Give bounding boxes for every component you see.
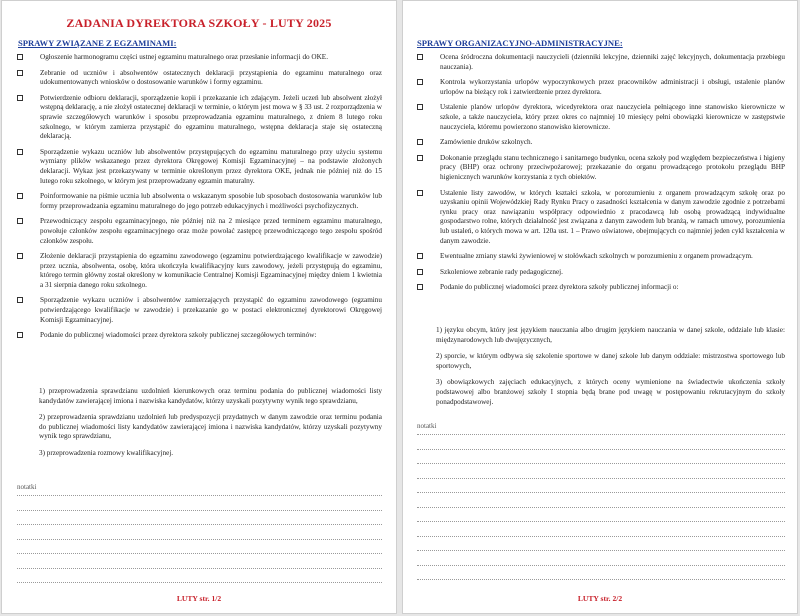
sub-item: 3) przeprowadzenia rozmowy kwalifikacyjnej.: [39, 448, 174, 457]
notes-line[interactable]: [417, 521, 785, 522]
notes-line[interactable]: [417, 536, 785, 537]
task-text: Potwierdzenie odbioru deklaracji, sporządzenie kopii i przekazanie ich zdającym. Jeżeli uczeń lub absolwent złożył wstępną deklarację, a nie złożył ostatecznej deklaracji w terminie, o którym jest mowa w § 33 ust. 2 rozporządzenia w sprawie szczegółowych warunków i sposobu przeprowadzania egzaminu maturalnego, z dniem 8 lutego roku szkolnego, w którym zamierza przystąpić do egzaminu maturalnego, wstępna deklaracja staje się ostateczną deklaracją.: [40, 93, 382, 141]
task-item: [417, 283, 785, 293]
notes-line[interactable]: [417, 550, 785, 551]
notes-label: notatki: [17, 483, 37, 491]
notes-line[interactable]: [17, 582, 382, 583]
checkbox-icon[interactable]: [17, 218, 23, 224]
document-title: ZADANIA DYREKTORA SZKOŁY - LUTY 2025: [66, 16, 332, 30]
task-item: [17, 148, 382, 186]
checkbox-icon[interactable]: [17, 253, 23, 259]
task-text: Przewodniczący zespołu egzaminacyjnego, nie później niż na 2 miesiące przed terminem egzaminu maturalnego, powołuje członków zespołu egzaminacyjnego oraz może powołać zastępcę przewodniczącego tego zespołu spośród członków zespołu.: [40, 217, 382, 245]
task-item: [17, 69, 382, 88]
checkbox-icon[interactable]: [17, 70, 23, 76]
checkbox-icon[interactable]: [417, 104, 423, 110]
checkbox-icon[interactable]: [17, 54, 23, 60]
notes-line[interactable]: [417, 434, 785, 435]
page-footer: LUTY str. 1/2: [176, 594, 222, 603]
task-text: Poinformowanie na piśmie ucznia lub absolwenta o wskazanym sposobie lub sposobach dostosowania warunków lub formy przeprowadzania egzaminu maturalnego do jego potrzeb edukacyjnych i możliwości psychofizycznych.: [40, 192, 382, 210]
sublist-admin: [436, 326, 785, 414]
sub-item: 1) przeprowadzenia sprawdzianu uzdolnień kierunkowych oraz terminu podania do publicznej wiadomości listy kandydatów zawierającej imiona i nazwiska kandydatów, którzy uzyskali pozytywny wynik tego sprawdzianu,: [39, 387, 382, 405]
notes-line[interactable]: [17, 553, 382, 554]
checkbox-icon[interactable]: [17, 193, 23, 199]
task-text: Sporządzenie wykazu uczniów lub absolwentów przystępujących do egzaminu maturalnego przy użyciu systemu wymiany plików wskazanego przez dyrektora Okręgowej Komisji Egzaminacyjnej – na podstawie złożonych deklaracji. Wykaz jest przekazywany w terminie określonym przez dyrektora OKE, jednak nie później niż do 15 lutego roku szkolnego, w którym jest przeprowadzany egzamin maturalny.: [40, 147, 382, 185]
checkbox-icon[interactable]: [17, 297, 23, 303]
notes-line[interactable]: [17, 539, 382, 540]
sub-item: 2) sporcie, w którym odbywa się szkolenie sportowe w danej szkole lub danym oddziale: mistrzostwa sportowego lub sportowych,: [436, 352, 785, 370]
notes-line[interactable]: [417, 565, 785, 566]
task-text: Ocena śródroczna dokumentacji nauczycieli (dzienniki lekcyjne, dzienniki zajęć lekcyjnych, dokumentacja przebiegu nauczania).: [440, 53, 785, 71]
task-list-exams: [17, 53, 382, 347]
checkbox-icon[interactable]: [417, 284, 423, 290]
section-heading-exams: SPRAWY ZWIĄZANE Z EGZAMINAMI:: [18, 38, 177, 48]
task-text: Złożenie deklaracji przystąpienia do egzaminu zawodowego (egzaminu potwierdzającego kwalifikacje w zawodzie) przez ucznia, absolwenta, osobę, która ukończyła kwalifikacyjny kurs zawodowy, jeżeli przystępują do egzaminu, którego termin główny został określony w komunikacie Centralnej Komisji Egzaminacyjnej między dniem 1 kwietnia a 31 sierpnia danego roku szkolnego.: [40, 252, 382, 289]
notes-line[interactable]: [417, 449, 785, 450]
task-item: [417, 154, 785, 183]
notes-line[interactable]: [417, 579, 785, 580]
sub-item: 2) przeprowadzenia sprawdzianu uzdolnień lub predyspozycji przydatnych w danym zawodzie oraz terminu podania do publicznej wiadomości listy kandydatów zawierającej imiona i nazwiska kandydatów, którzy uzyskali pozytywny wynik tego sprawdzianu,: [39, 413, 382, 441]
task-item: [417, 268, 785, 278]
task-item: [17, 331, 382, 341]
task-text: Ewentualne zmiany stawki żywieniowej w stołówkach szkolnych w porozumieniu z organem prowadzącym.: [440, 252, 753, 261]
checkbox-icon[interactable]: [17, 332, 23, 338]
task-text: Zebranie od uczniów i absolwentów ostatecznych deklaracji przystąpienia do egzaminu maturalnego oraz udokumentowanych wniosków o dostosowanie warunków i formy egzaminu.: [40, 68, 382, 87]
task-item: [17, 94, 382, 142]
checkbox-icon[interactable]: [417, 54, 423, 60]
checkbox-icon[interactable]: [17, 149, 23, 155]
task-item: [417, 189, 785, 247]
notes-line[interactable]: [17, 524, 382, 525]
page-footer: LUTY str. 2/2: [577, 594, 623, 603]
checkbox-icon[interactable]: [17, 95, 23, 101]
checkbox-icon[interactable]: [417, 190, 423, 196]
task-text: Ustalenie listy zawodów, w których kształci szkoła, w porozumieniu z organem prowadzącym szkołę oraz po uzyskaniu opinii Wojewódzkiej Rady Rynku Pracy o zasadności kształcenia w danym zawodzie zgodnie z potrzebami rynku pracy oraz nawiązaniu współpracy odpowiednio z pracodawcą lub osobą prowadzącą indywidualne gospodarstwo rolne, których działalność jest związana z danym zawodem lub branżą, w ramach umowy, porozumienia lub ustaleń, o których mowa w art. 120a ust. 1 – Prawo oświatowe, obejmujących co najmniej jeden cykl kształcenia w danym zawodzie.: [440, 188, 785, 245]
task-text: Dokonanie przeglądu stanu technicznego i sanitarnego budynku, ocena szkoły pod względem bezpieczeństwa i higieny pracy (BHP) oraz ochrony przeciwpożarowej; przekazanie do organu prowadzącego protokołu przeglądu BHP higienicznych warunków korzystania z tych obiektów.: [440, 153, 785, 181]
task-text: Zamówienie druków szkolnych.: [440, 138, 533, 147]
checkbox-icon[interactable]: [417, 79, 423, 85]
checkbox-icon[interactable]: [417, 269, 423, 275]
task-item: [17, 192, 382, 211]
page-left: [1, 0, 397, 614]
task-item: [417, 103, 785, 132]
task-item: [17, 296, 382, 325]
checkbox-icon[interactable]: [417, 155, 423, 161]
task-item: [17, 252, 382, 290]
notes-line[interactable]: [417, 507, 785, 508]
notes-line[interactable]: [17, 510, 382, 511]
sub-item: 1) języku obcym, który jest językiem nauczania albo drugim językiem nauczania w danej szkole, oddziale lub klasie: międzynarodowych lub dwujęzycznych,: [436, 326, 785, 344]
checkbox-icon[interactable]: [417, 139, 423, 145]
notes-line[interactable]: [417, 463, 785, 464]
notes-line[interactable]: [17, 568, 382, 569]
sub-item: 3) obowiązkowych zajęciach edukacyjnych, z których oceny wymienione na świadectwie ukończenia szkoły podstawowej albo branżowej szkoły I stopnia będą brane pod uwagę w postępowaniu rekrutacyjnym do szkoły ponadpodstawowej.: [436, 378, 785, 406]
task-list-admin: [417, 53, 785, 299]
notes-label: notatki: [417, 422, 437, 430]
sublist-exams: [39, 387, 382, 466]
task-text: Szkoleniowe zebranie rady pedagogicznej.: [440, 267, 563, 276]
task-item: [417, 252, 785, 262]
task-text: Podanie do publicznej wiadomości przez dyrektora szkoły publicznej szczegółowych terminów:: [40, 331, 317, 340]
notes-line[interactable]: [17, 495, 382, 496]
notes-line[interactable]: [417, 492, 785, 493]
page-right: [402, 0, 798, 614]
task-item: [417, 78, 785, 97]
task-text: Kontrola wykorzystania urlopów wypoczynkowych przez pracowników administracji i obsługi, ustalenie planów urlopów na bieżący rok i zatwierdzenie przez dyrektora.: [440, 78, 785, 96]
task-text: Ustalenie planów urlopów dyrektora, wicedyrektora oraz nauczyciela pełniącego inne stanowisko kierownicze w szkole, a także nauczyciela, który przez okres co najmniej 10 miesięcy pełni obowiązki kierownicze w zastępstwie nauczyciela, któremu powierzono stanowisko kierownicze.: [440, 103, 785, 131]
checkbox-icon[interactable]: [417, 253, 423, 259]
task-item: [417, 53, 785, 72]
task-item: [17, 217, 382, 246]
task-text: Podanie do publicznej wiadomości przez dyrektora szkoły publicznej informacji o:: [440, 283, 679, 292]
task-item: [17, 53, 382, 63]
section-heading-admin: SPRAWY ORGANIZACYJNO-ADMINISTRACYJNE:: [417, 38, 623, 48]
notes-line[interactable]: [417, 478, 785, 479]
task-text: Ogłoszenie harmonogramu części ustnej egzaminu maturalnego oraz przesłanie informacji do OKE.: [40, 53, 328, 61]
task-text: Sporządzenie wykazu uczniów i absolwentów zamierzających przystąpić do egzaminu zawodowego (egzaminu potwierdzającego kwalifikacje w zawodzie) i przekazanie go w postaci elektronicznej dyrektorowi Okręgowej Komisji Egzaminacyjnej.: [40, 296, 382, 324]
task-item: [417, 138, 785, 148]
